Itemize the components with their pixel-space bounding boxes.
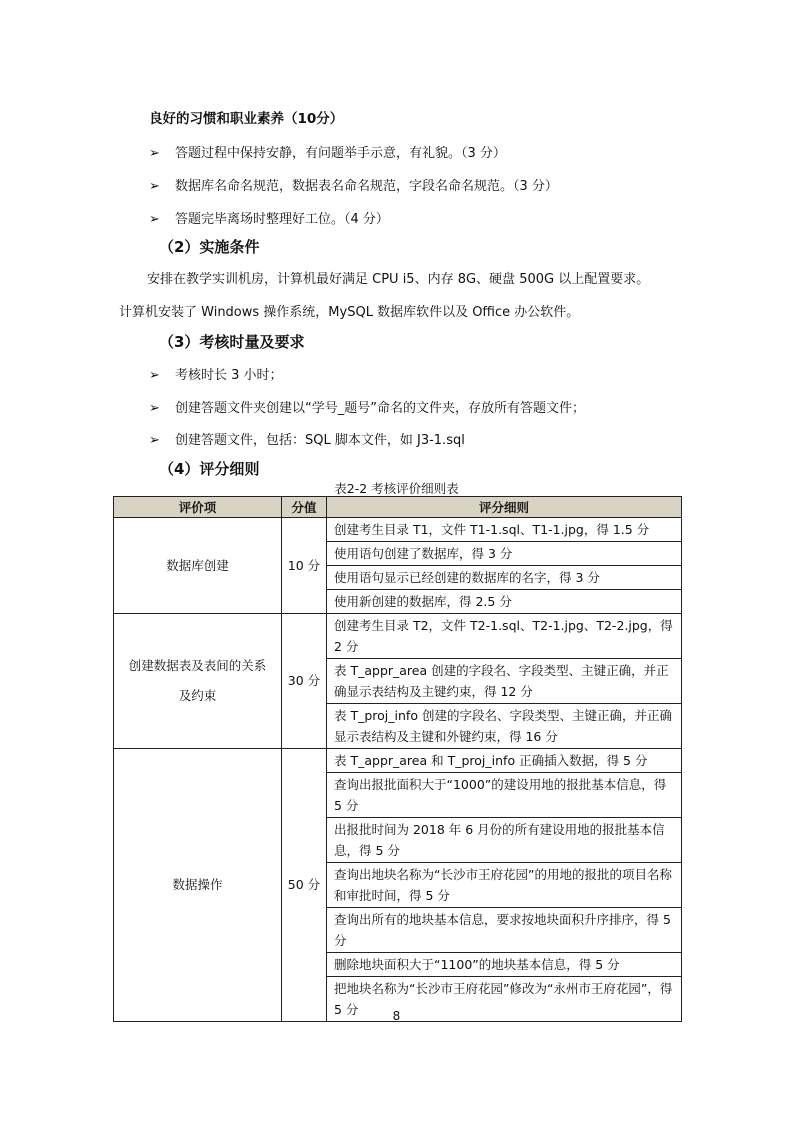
arrow-bullet-icon: ➢: [149, 212, 160, 227]
detail-cell: 表 T_appr_area 创建的字段名、字段类型、主键正确，并正确显示表结构及主键约束，得 12 分: [327, 659, 682, 704]
arrow-bullet-icon: ➢: [149, 401, 160, 416]
table-header-row: [114, 497, 682, 518]
conditions-line-2: 计算机安装了 Windows 操作系统，MySQL 数据库软件以及 Office 办公软件。: [119, 305, 580, 320]
detail-cell: 查询出地块名称为“长沙市王府花园”的用地的报批的项目名称和审批时间，得 5 分: [327, 863, 682, 908]
table-row: [114, 614, 682, 659]
detail-cell: 创建考生目录 T2，文件 T2-1.sql、T2-1.jpg、T2-2.jpg，得 2 分: [327, 614, 682, 659]
group-item-cell: 数据操作: [114, 749, 282, 1022]
table-row: [114, 749, 682, 773]
detail-cell: 使用语句显示已经创建的数据库的名字，得 3 分: [327, 566, 682, 590]
list-item: ➢ 创建答题文件，包括：SQL 脚本文件，如 J3-1.sql: [149, 433, 465, 448]
conditions-line-1: 安排在教学实训机房，计算机最好满足 CPU i5、内存 8G、硬盘 500G 以上配置要求。: [147, 272, 650, 287]
list-item: ➢ 答题过程中保持安静，有问题举手示意，有礼貌。（3 分）: [149, 146, 506, 161]
group-score-cell: 50 分: [282, 749, 327, 1022]
section-title-time: （3）考核时量及要求: [159, 333, 305, 351]
detail-cell: 创建考生目录 T1，文件 T1-1.sql、T1-1.jpg，得 1.5 分: [327, 518, 682, 542]
scoring-table: [113, 496, 682, 1022]
group-item-cell: 数据库创建: [114, 518, 282, 614]
table-row: [114, 518, 682, 542]
detail-cell: 表 T_proj_info 创建的字段名、字段类型、主键正确，并正确显示表结构及主键和外键约束，得 16 分: [327, 704, 682, 749]
detail-cell: 查询出所有的地块基本信息，要求按地块面积升序排序，得 5 分: [327, 908, 682, 953]
detail-cell: 出报批时间为 2018 年 6 月份的所有建设用地的报批基本信息，得 5 分: [327, 818, 682, 863]
header-item: 评价项: [114, 497, 282, 518]
section-title-conditions: （2）实施条件: [159, 238, 260, 256]
list-item: ➢ 考核时长 3 小时；: [149, 368, 283, 383]
group-score-cell: 10 分: [282, 518, 327, 614]
arrow-bullet-icon: ➢: [149, 146, 160, 161]
page-number: 8: [392, 1009, 401, 1023]
detail-cell: 查询出报批面积大于“1000”的建设用地的报批基本信息，得 5 分: [327, 773, 682, 818]
detail-cell: 删除地块面积大于“1100”的地块基本信息，得 5 分: [327, 953, 682, 977]
list-item: ➢ 答题完毕离场时整理好工位。（4 分）: [149, 212, 389, 227]
detail-cell: 使用新创建的数据库，得 2.5 分: [327, 590, 682, 614]
group-score-cell: 30 分: [282, 614, 327, 749]
arrow-bullet-icon: ➢: [149, 368, 160, 383]
detail-cell: 把地块名称为“长沙市王府花园”修改为“永州市王府花园”，得 5 分: [327, 977, 682, 1022]
detail-cell: 使用语句创建了数据库，得 3 分: [327, 542, 682, 566]
list-item: ➢ 创建答题文件夹创建以“学号_题号”命名的文件夹，存放所有答题文件；: [149, 401, 585, 416]
table-caption: 表2-2 考核评价细则表: [334, 481, 459, 496]
list-item: ➢ 数据库名命名规范，数据表名命名规范，字段名命名规范。（3 分）: [149, 179, 558, 194]
header-score: 分值: [282, 497, 327, 518]
habits-title: 良好的习惯和职业素养（10分）: [149, 111, 344, 127]
group-item-cell: 创建数据表及表间的关系及约束: [114, 614, 282, 749]
detail-cell: 表 T_appr_area 和 T_proj_info 正确插入数据，得 5 分: [327, 749, 682, 773]
arrow-bullet-icon: ➢: [149, 179, 160, 194]
section-title-rules: （4）评分细则: [159, 460, 260, 478]
arrow-bullet-icon: ➢: [149, 433, 160, 448]
header-detail: 评分细则: [327, 497, 682, 518]
